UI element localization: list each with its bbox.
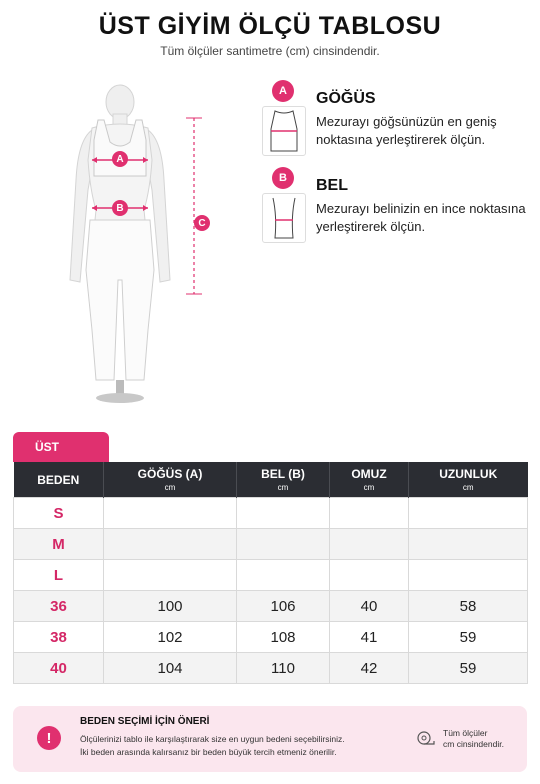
legend-chest — [262, 80, 532, 170]
legend-a-badge: A — [272, 80, 294, 102]
size-table — [13, 462, 528, 684]
tape-measure-icon — [417, 730, 435, 746]
table-cell — [409, 498, 528, 529]
table-cell — [330, 498, 409, 529]
col-header-bel: BEL (B) cm — [237, 462, 330, 498]
exclamation-icon: ! — [37, 726, 61, 750]
tab-ust[interactable]: ÜST — [13, 432, 109, 462]
chest-torso-icon — [262, 106, 306, 156]
table-cell: 41 — [330, 622, 409, 653]
page-subtitle: Tüm ölçüler santimetre (cm) cinsindendir. — [160, 44, 380, 58]
table-cell: 110 — [237, 653, 330, 684]
table-cell — [237, 498, 330, 529]
table-cell: 42 — [330, 653, 409, 684]
table-cell — [104, 529, 237, 560]
size-cell: 38 — [14, 622, 104, 653]
table-row — [14, 498, 528, 529]
legend-chest-text: Mezurayı göğsünüzün en geniş noktasına yerleştirerek ölçün. — [316, 114, 497, 147]
table-cell — [237, 560, 330, 591]
size-cell: 40 — [14, 653, 104, 684]
tip-note — [443, 728, 504, 750]
mannequin-figure — [40, 80, 220, 410]
table-cell — [104, 560, 237, 591]
tip-note-line-1: Tüm ölçüler — [443, 728, 488, 738]
legend-waist-text: Mezurayı belinizin en ince noktasına yerleştirerek ölçün. — [316, 201, 526, 234]
legend-waist — [262, 167, 532, 257]
table-cell: 58 — [409, 591, 528, 622]
table-cell — [409, 560, 528, 591]
table-cell: 108 — [237, 622, 330, 653]
size-cell: L — [14, 560, 104, 591]
table-cell: 59 — [409, 622, 528, 653]
tip-note-line-2: cm cinsindendir. — [443, 739, 504, 749]
marker-a-badge: A — [112, 151, 128, 167]
col-header-uzunluk: UZUNLUK cm — [409, 462, 528, 498]
size-cell: M — [14, 529, 104, 560]
table-row — [14, 560, 528, 591]
table-cell — [330, 560, 409, 591]
col-header-gogus: GÖĞÜS (A) cm — [104, 462, 237, 498]
table-cell — [409, 529, 528, 560]
table-cell: 100 — [104, 591, 237, 622]
size-tip-box — [13, 706, 527, 772]
table-cell: 102 — [104, 622, 237, 653]
table-row — [14, 622, 528, 653]
table-cell: 104 — [104, 653, 237, 684]
table-cell: 40 — [330, 591, 409, 622]
table-cell — [330, 529, 409, 560]
table-cell — [104, 498, 237, 529]
table-row — [14, 529, 528, 560]
table-cell — [237, 529, 330, 560]
marker-c-badge: C — [194, 215, 210, 231]
legend-waist-title: BEL — [316, 177, 348, 194]
table-row — [14, 591, 528, 622]
marker-b-badge: B — [112, 200, 128, 216]
table-cell: 106 — [237, 591, 330, 622]
waist-torso-icon — [262, 193, 306, 243]
tip-title: BEDEN SEÇİMİ İÇİN ÖNERİ — [80, 716, 210, 727]
size-cell: 36 — [14, 591, 104, 622]
table-row — [14, 653, 528, 684]
page-title: ÜST GİYİM ÖLÇÜ TABLOSU — [98, 12, 442, 40]
legend-chest-title: GÖĞÜS — [316, 90, 376, 107]
tip-line-1: Ölçülerinizi tablo ile karşılaştırarak size en uygun bedeni seçebilirsiniz. — [80, 734, 345, 744]
tip-line-2: İki beden arasında kalırsanız bir beden büyük tercih etmeniz önerilir. — [80, 747, 337, 757]
size-cell: S — [14, 498, 104, 529]
table-header-row — [14, 462, 528, 498]
legend-b-badge: B — [272, 167, 294, 189]
table-cell: 59 — [409, 653, 528, 684]
col-header-beden: BEDEN — [14, 462, 104, 498]
col-header-omuz: OMUZ cm — [330, 462, 409, 498]
